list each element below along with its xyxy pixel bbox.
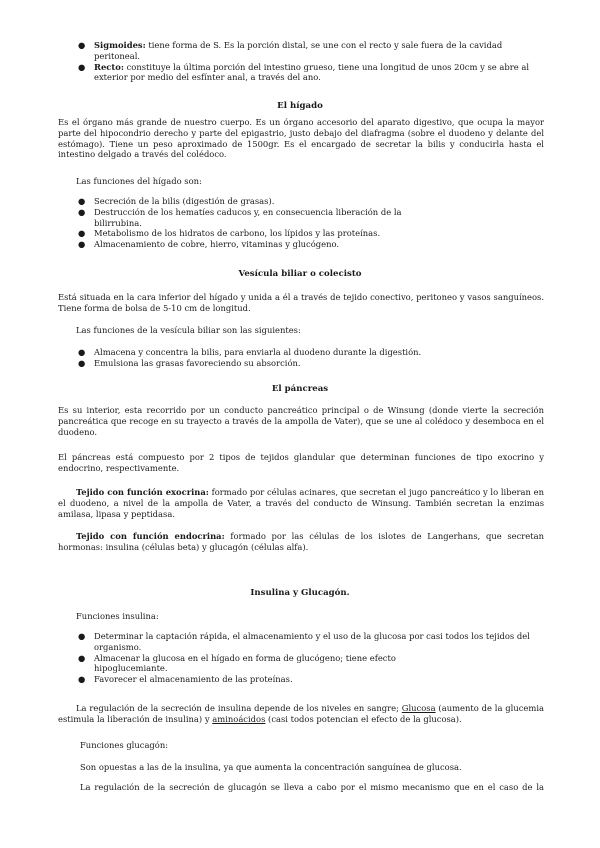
pancreas-p1: Es su interior, esta recorrido por un conducto pancreático principal o de Winsung (donde vierte la secreción pancreática que recoge en su trayecto a través de la ampolla de Vater), que se une al colédoco y desemboca en el duodeno. — [58, 405, 544, 437]
glucagon-functions-text: Son opuestas a las de la insulina, ya que aumenta la concentración sanguínea de glucosa. — [80, 762, 462, 772]
bullet-icon: ● — [78, 196, 86, 206]
insulin-regulation: La regulación de la secreción de insulina depende de los niveles en sangre; Glucosa (aumento de la glucemia estimula la liberación de insulina) y aminoácidos (casi todos potencian el efecto de la glucosa). — [58, 703, 545, 724]
pancreas-endocrine — [58, 531, 544, 553]
bullet-icon: ● — [78, 40, 86, 50]
term: Tejido con función endocrina: — [76, 531, 225, 541]
bullet-icon: ● — [78, 652, 86, 663]
bullet-icon: ● — [78, 674, 86, 685]
bullet-icon: ● — [78, 357, 86, 368]
bullet-icon: ● — [78, 631, 86, 641]
definition: formado por células acinares, que secretan el jugo pancreático y lo liberan en el duodeno, a nivel de la ampolla de Vater, a través del conducto de Winsung. También secretan la enzimas amilasa, lipasa y peptidasa. — [58, 487, 544, 519]
list-item: ● Emulsiona las grasas favoreciendo su absorción. — [78, 357, 301, 368]
aminoacidos-term: aminoácidos — [212, 713, 266, 724]
list-item — [58, 62, 544, 84]
bullet-icon: ● — [78, 347, 86, 357]
section-heading-pancreas: El páncreas — [271, 384, 329, 394]
gallbladder-functions-label: Las funciones de la vesícula biliar son las siguientes: — [76, 325, 301, 335]
list-item: ● Almacena y concentra la bilis, para enviarla al duodeno durante la digestión. — [78, 347, 422, 357]
list-item: ● Favorecer el almacenamiento de las proteínas. — [78, 674, 293, 685]
bullet-icon: ● — [78, 61, 86, 72]
term: Recto: — [94, 61, 124, 72]
glucosa-term: Glucosa — [401, 703, 436, 713]
list-item: ● Secreción de la bilis (digestión de grasas). — [78, 196, 275, 206]
gallbladder-functions-list — [58, 347, 544, 369]
list-item: ● Determinar la captación rápida, el almacenamiento y el uso de la glucosa por casi todos los tejidos del organismo. — [78, 631, 530, 652]
definition: formado por las células de los islotes de Langerhans, que secretan hormonas: insulina (células beta) y glucagón (células alfa). — [58, 531, 544, 552]
section-heading-insulin: Insulina y Glucagón. — [250, 588, 350, 598]
list-item: ● Destrucción de los hematíes caducos y, en consecuencia liberación de la bilirrubina. — [78, 206, 402, 228]
list-item: ● Almacenamiento de cobre, hierro, vitaminas y glucógeno. — [78, 239, 340, 250]
intestine-list — [58, 40, 544, 83]
insulin-functions-list — [58, 631, 544, 685]
list-item — [58, 40, 544, 62]
pancreas-p2: El páncreas está compuesto por 2 tipos de tejidos glandular que determinan funciones de tipo exocrino y endocrino, respectivamente. — [58, 452, 544, 473]
insulin-functions-label: Funciones insulina: — [76, 611, 159, 621]
list-item: ● Almacenar la glucosa en el hígado en forma de glucógeno; tiene efecto hipoglucemiante. — [78, 652, 396, 674]
liver-functions-label: Las funciones del hígado son: — [76, 176, 202, 186]
list-item: ● Metabolismo de los hidratos de carbono, los lípidos y las proteínas. — [78, 228, 381, 239]
bullet-icon: ● — [78, 206, 86, 217]
bullet-icon: ● — [78, 228, 86, 239]
term: Tejido con función exocrina: — [76, 487, 209, 497]
section-heading-gallbladder: Vesícula biliar o colecisto — [238, 269, 362, 279]
glucagon-functions-label: Funciones glucagón: — [80, 740, 169, 750]
pancreas-exocrine — [58, 487, 544, 519]
liver-intro: Es el órgano más grande de nuestro cuerpo. Es un órgano accesorio del aparato digestivo, que ocupa la mayor parte del hipocondrio derecho y parte del epigastrio, justo debajo del diafragma (sobre el duodeno y delante del estómago). Tiene un peso aproximado de 1500gr. Es el encargado de secretar la bilis y conducirla hasta el intestino delgado a través del colédoco. — [58, 117, 544, 160]
gallbladder-intro: Está situada en la cara inferior del hígado y unida a él a través de tejido conectivo, peritoneo y vasos sanguíneos. Tiene forma de bolsa de 5-10 cm de longitud. — [58, 292, 544, 313]
definition: constituye la última porción del intestino grueso, tiene una longitud de unos 20cm y se abre al exterior por medio del esfínter anal, a través del ano. — [94, 61, 530, 83]
glucagon-regulation: La regulación de la secreción de glucagón se lleva a cabo por el mismo mecanismo que en el caso de la — [80, 782, 544, 792]
term: Sigmoides: — [94, 40, 146, 50]
liver-functions-list — [58, 196, 544, 250]
definition: tiene forma de S. Es la porción distal, se une con el recto y sale fuera de la cavidad peritoneal. — [94, 40, 503, 61]
section-heading-liver: El hígado — [277, 101, 323, 111]
bullet-icon: ● — [78, 239, 86, 250]
